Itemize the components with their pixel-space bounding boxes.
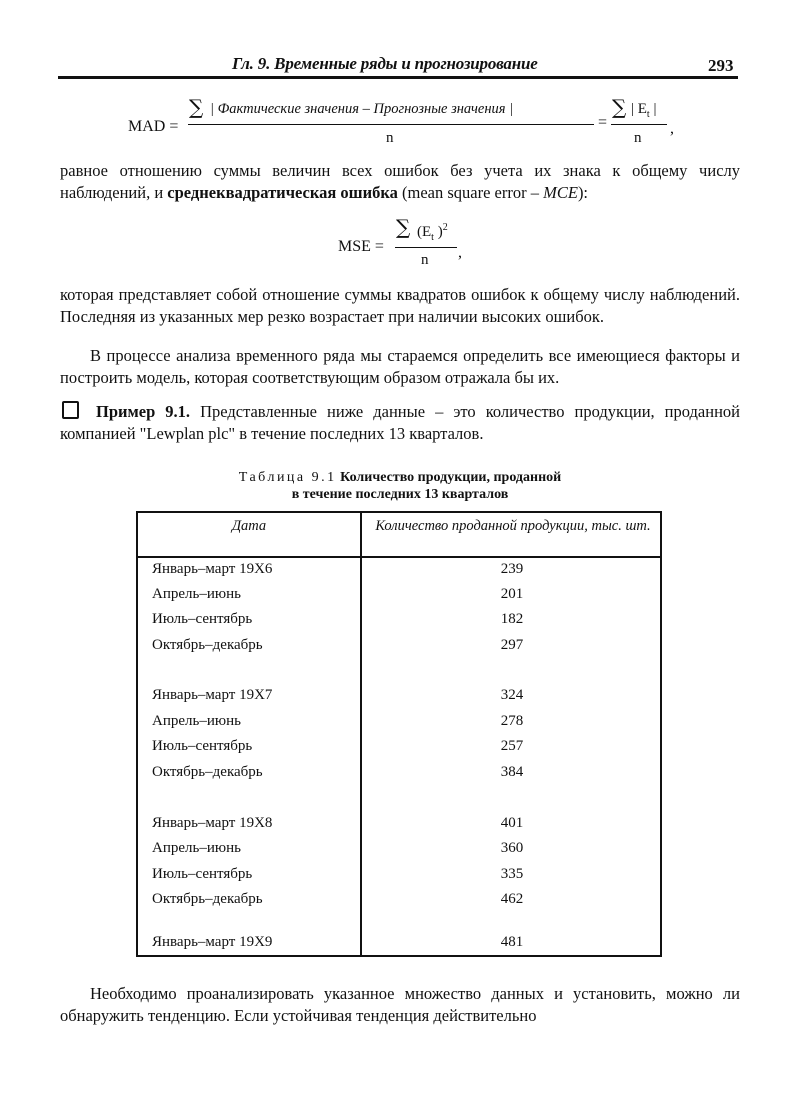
table-cell-value: 481 [500,934,524,950]
mad-rhs-numerator: | $E_t$ | [631,101,657,120]
mad-lhs: MAD = [128,118,179,135]
table-cell-date: Январь–март 19X9 [152,934,273,950]
table-cell-date: Январь–март 19X8 [152,815,273,831]
paragraph-mse-description: которая представляет собой отношение суммы квадратов ошибок к общему числу наблюдений. Последняя из указанных мер резко возрастает при наличии высоких ошибок. [60,285,740,326]
table-column-divider [360,513,362,955]
table-header-divider [138,556,660,558]
table-cell-date: Июль–сентябрь [152,866,253,882]
table-cell-date: Январь–март 19X7 [152,687,273,703]
running-header-title: Гл. 9. Временные ряды и прогнозирование [232,54,538,73]
mse-fraction-bar [395,247,457,248]
table-header-date: Дата [231,518,267,534]
table-cell-date: Июль–сентябрь [152,611,253,627]
mad-numerator: | Фактические значения – Прогнозные значения | [210,101,514,117]
mad-fraction-bar [188,124,594,125]
table-cell-value: 239 [500,561,524,577]
table-cell-date: Октябрь–декабрь [152,891,263,907]
table-cell-value: 257 [500,738,524,754]
page-number: 293 [708,56,734,75]
table-cell-value: 335 [500,866,524,882]
mse-comma: , [458,244,462,261]
mad-rhs-sigma: ∑ [612,95,627,119]
mad-comma: , [670,120,674,137]
mse-denominator: n [421,252,429,268]
table-cell-value: 360 [500,840,524,856]
table-cell-date: Апрель–июнь [152,840,241,856]
paragraph-conclusion: Необходимо проанализировать указанное множество данных и установить, можно ли обнаружить тенденцию. Если устойчивая тенденция действительно [60,984,740,1025]
mse-lhs: MSE = [338,238,384,255]
sales-table [136,511,662,957]
table-caption: Таблица 9.1 Количество продукции, проданной в течение последних 13 кварталов [238,470,562,502]
table-cell-date: Апрель–июнь [152,586,241,602]
mad-rhs-fraction-bar [611,124,667,125]
table-cell-value: 324 [500,687,524,703]
table-cell-date: Апрель–июнь [152,713,241,729]
table-cell-value: 297 [500,637,524,653]
table-header-quantity: Количество проданной продукции, тыс. шт. [375,518,651,534]
mad-denominator: n [386,130,394,146]
paragraph-mad-description: равное отношению суммы величин всех ошибок без учета их знака к общему числу наблюдений, и среднеквадратическая ошибка (mean square error – MCE): [60,161,740,202]
table-cell-value: 401 [500,815,524,831]
mad-equals: = [598,114,608,131]
table-cell-value: 462 [500,891,524,907]
table-cell-date: Октябрь–декабрь [152,764,263,780]
header-rule [58,76,738,79]
paragraph-model: В процессе анализа временного ряда мы стараемся определить все имеющиеся факторы и построить модель, которая соответствующим образом отражала бы их. [60,346,740,387]
table-cell-date: Октябрь–декабрь [152,637,263,653]
mse-sigma: ∑ [396,215,411,239]
mse-numerator: ($E_t$ )$^2$ [417,222,448,243]
table-cell-value: 384 [500,764,524,780]
table-cell-date: Июль–сентябрь [152,738,253,754]
table-cell-value: 278 [500,713,524,729]
mad-sigma: ∑ [189,95,204,119]
table-cell-value: 182 [500,611,524,627]
table-cell-value: 201 [500,586,524,602]
paragraph-example: Пример 9.1. Представленные ниже данные – это количество продукции, проданной компанией "Lewplan plc" в течение последних 13 кварталов. [60,402,740,443]
table-cell-date: Январь–март 19X6 [152,561,273,577]
mad-rhs-denominator: n [634,130,642,146]
